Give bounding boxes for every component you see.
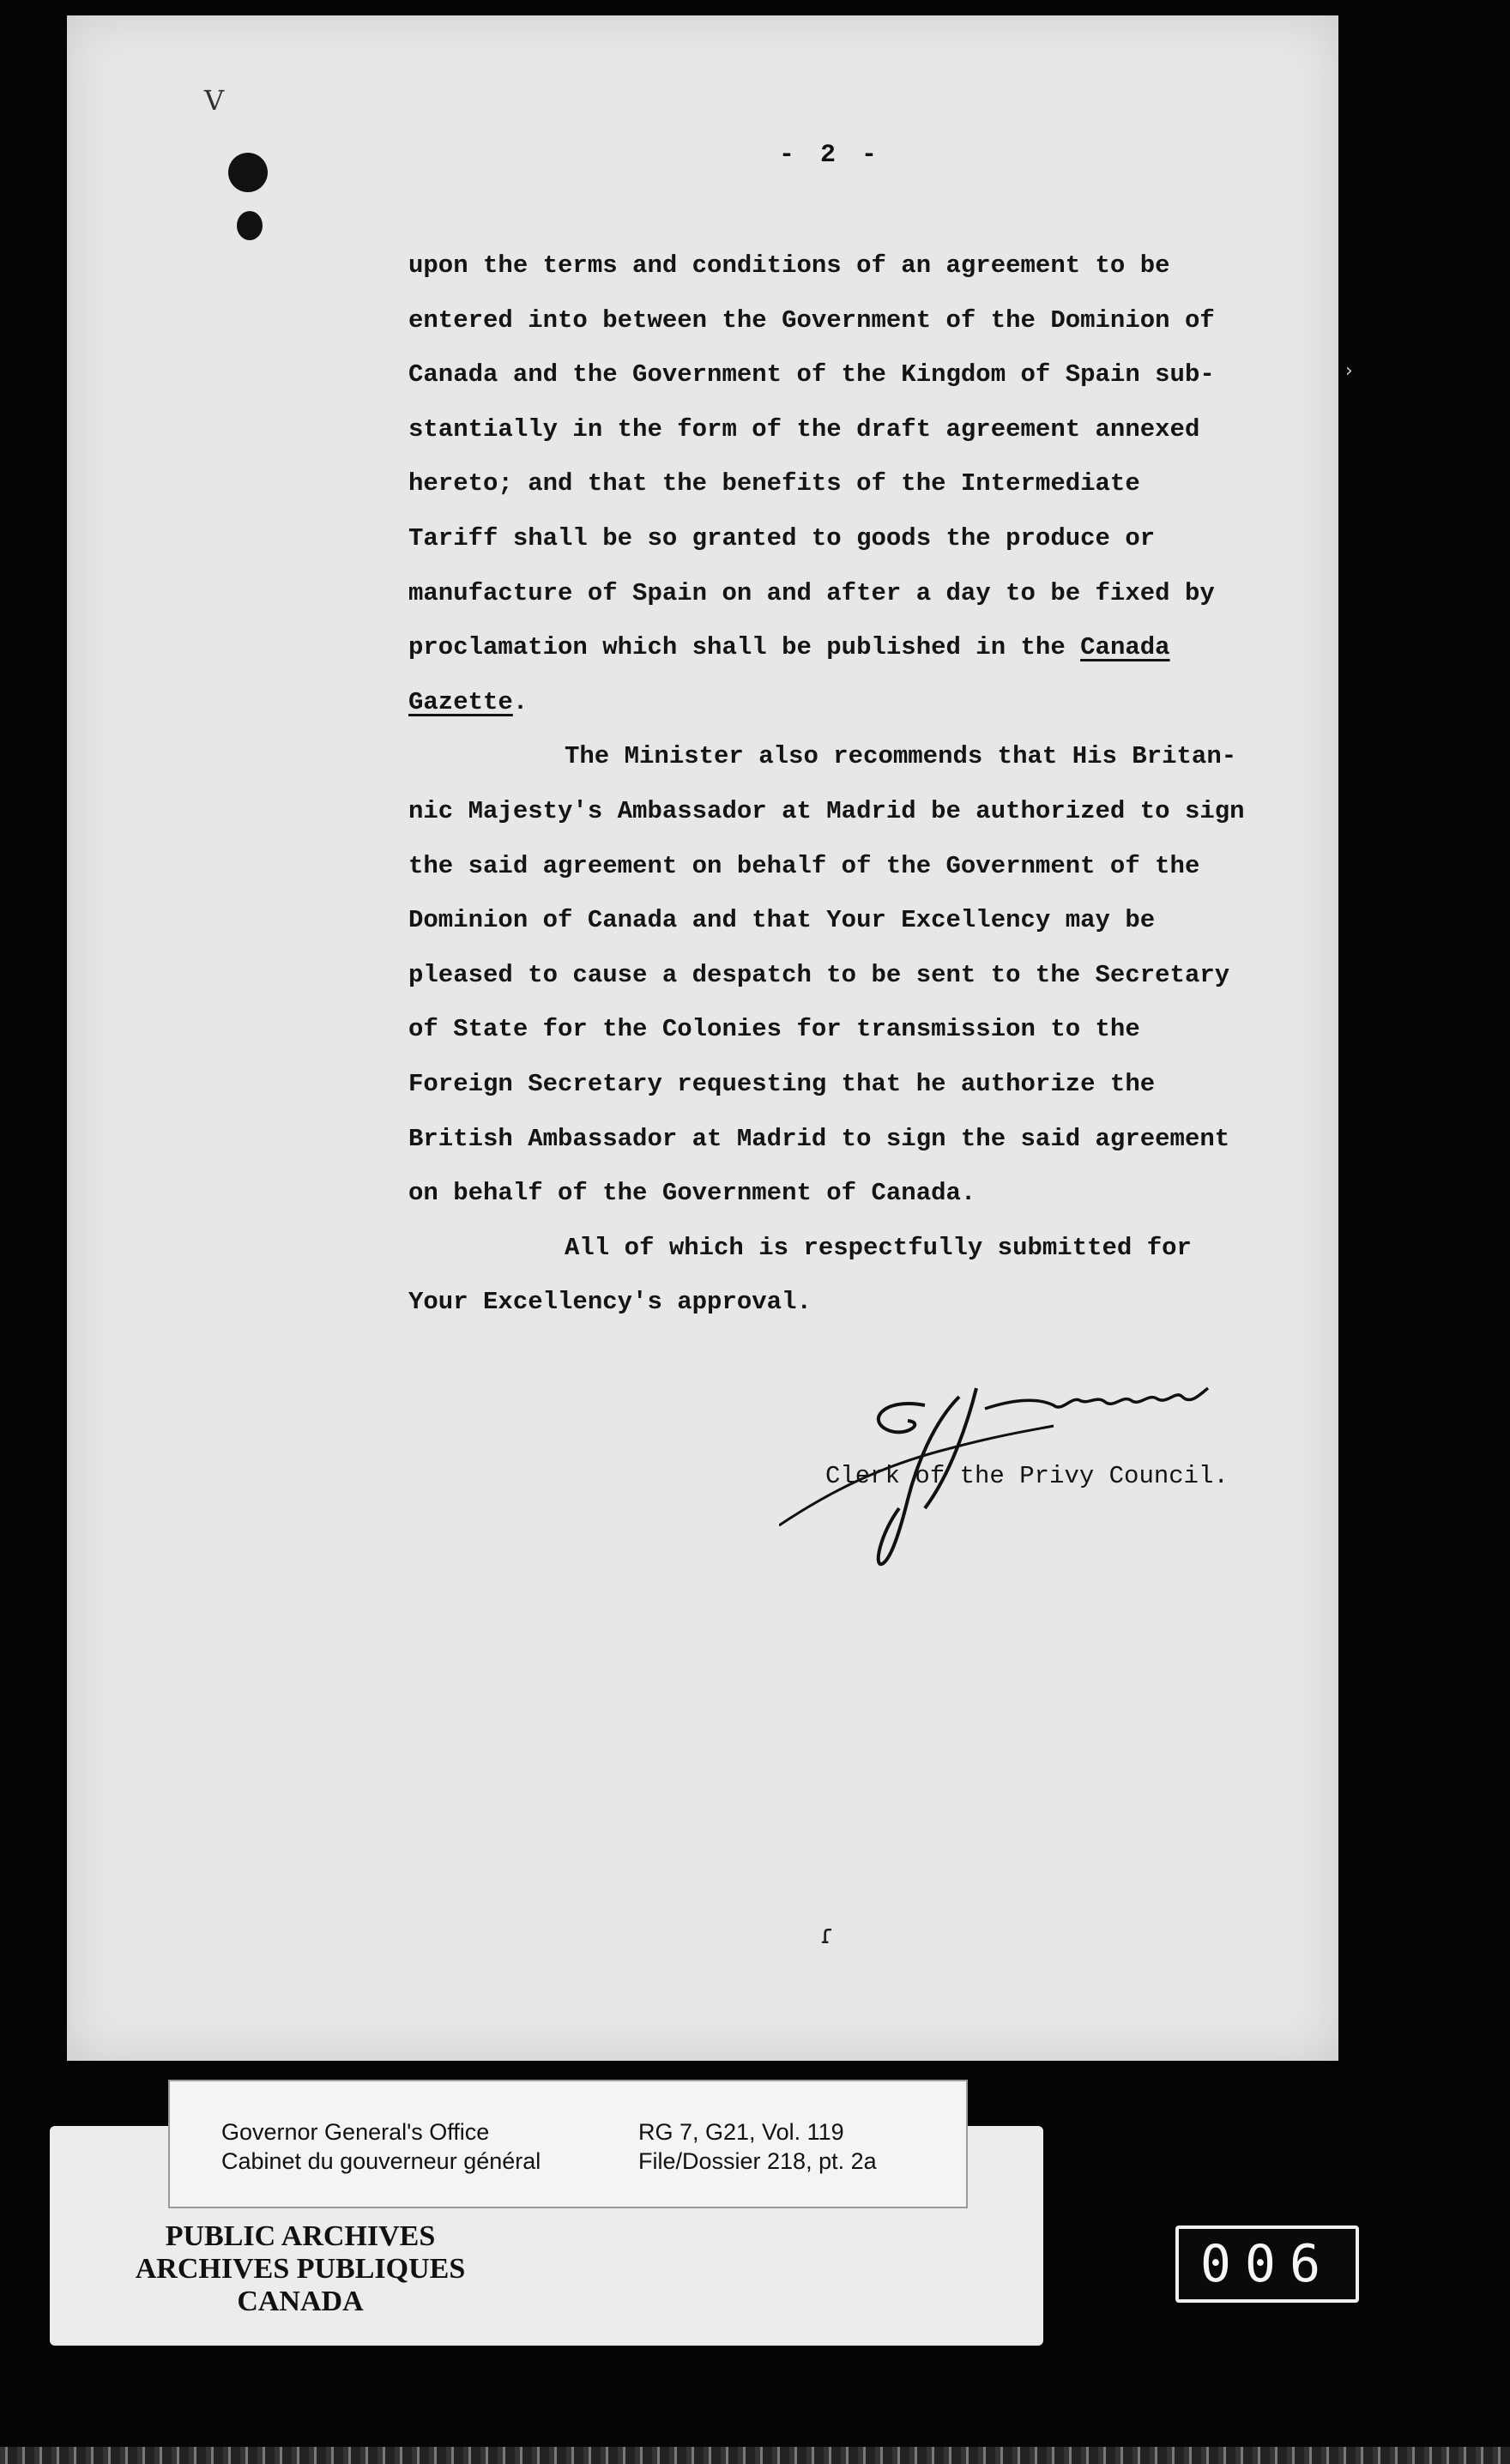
text-line: British Ambassador at Madrid to sign the said agreement (408, 1124, 1230, 1153)
text-line: on behalf of the Government of Canada. (408, 1179, 976, 1208)
frame-number: 006 (1175, 2225, 1359, 2303)
reference-number: RG 7, G21, Vol. 119 (638, 2119, 844, 2145)
text-line: entered into between the Government of the Dominion of (408, 305, 1215, 335)
film-edge (0, 2447, 1510, 2464)
text-line: the said agreement on behalf of the Government of the (408, 851, 1200, 880)
text-line: pleased to cause a despatch to be sent to the Secretary (408, 960, 1230, 989)
public-archives-stamp (0, 2220, 995, 2318)
signature-title: Clerk of the Privy Council. (825, 1462, 1229, 1490)
text-line: Canada and the Government of the Kingdom of Spain sub- (408, 360, 1215, 390)
text-line: nic Majesty's Ambassador at Madrid be authorized to sign (408, 796, 1245, 825)
stamp-line: ARCHIVES PUBLIQUES (135, 2253, 466, 2285)
office-block (221, 2117, 541, 2176)
office-fr: Cabinet du gouverneur général (221, 2148, 541, 2174)
text-line: All of which is respectfully submitted for (565, 1233, 1192, 1262)
text-line (408, 620, 1318, 675)
text-line: Foreign Secretary requesting that he authorize the (408, 1069, 1156, 1098)
underlined-title: Canada (1080, 633, 1170, 662)
page-number: - 2 - (779, 141, 883, 170)
text-line: Tariff shall be so granted to goods the produce or (408, 523, 1156, 553)
stray-mark: › (1345, 360, 1353, 382)
text-line: upon the terms and conditions of an agreement to be (408, 251, 1170, 280)
text-line: manufacture of Spain on and after a day to be fixed by (408, 578, 1215, 607)
stray-mark: ɾ (820, 1920, 834, 1950)
text-line: Dominion of Canada and that Your Excellency may be (408, 906, 1156, 935)
text-line: The Minister also recommends that His Britan- (565, 742, 1237, 771)
text-line: stantially in the form of the draft agreement annexed (408, 414, 1200, 444)
text-line (408, 675, 1318, 730)
text-line: hereto; and that the benefits of the Intermediate (408, 469, 1140, 498)
reference-block (638, 2117, 877, 2176)
punch-hole (237, 211, 263, 240)
underlined-title: Gazette (408, 687, 513, 716)
letter-body (408, 239, 1318, 1330)
text-line: of State for the Colonies for transmission to the (408, 1015, 1140, 1044)
text-segment: . (512, 687, 528, 716)
stamp-line: CANADA (237, 2286, 364, 2317)
text-line: Your Excellency's approval. (408, 1288, 812, 1317)
punch-hole (228, 153, 268, 192)
text-segment: proclamation which shall be published in the (408, 633, 1081, 662)
document-page (67, 15, 1338, 2061)
stamp-line: PUBLIC ARCHIVES (165, 2220, 436, 2252)
archive-label-card (168, 2080, 968, 2208)
file-number: File/Dossier 218, pt. 2a (638, 2148, 877, 2174)
office-en: Governor General's Office (221, 2119, 490, 2145)
margin-mark: V (204, 84, 225, 117)
